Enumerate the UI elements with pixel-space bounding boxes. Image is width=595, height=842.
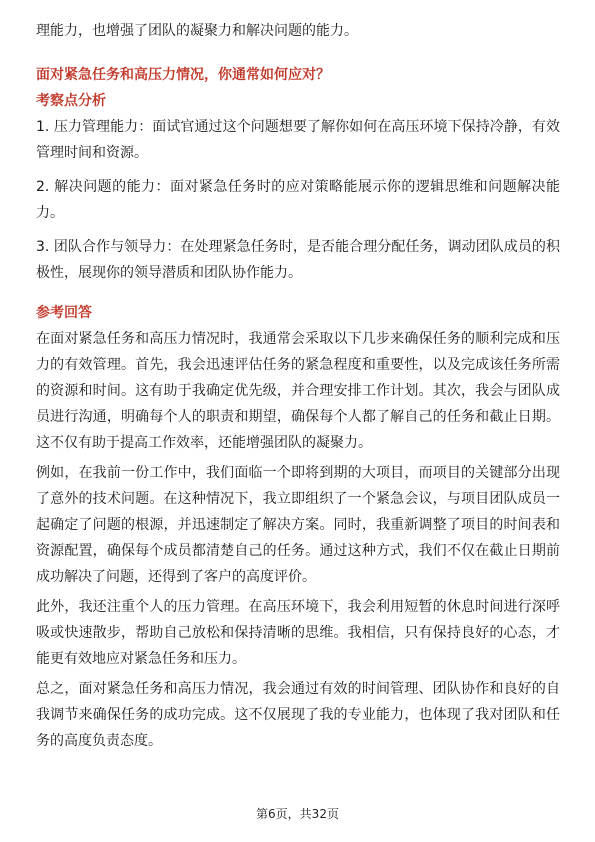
analysis-point: 3. 团队合作与领导力：在处理紧急任务时，是否能合理分配任务，调动团队成员的积极性，展现你的领导潜质和团队协作能力。 — [36, 239, 560, 281]
answer-paragraph: 例如，在我前一份工作中，我们面临一个即将到期的大项目，而项目的关键部分出现了意外的技术问题。在这种情况下，我立即组织了一个紧急会议，与项目团队成员一起确定了问题的根源，并迅速制定了解决方案。同时，我重新调整了项目的时间表和资源配置，确保每个成员都清楚自己的任务。通过这种方式，我们不仅在截止日期前成功解决了问题，还得到了客户的高度评价。 — [36, 465, 560, 585]
analysis-point: 1. 压力管理能力：面试官通过这个问题想要了解你如何在高压环境下保持冷静，有效管理时间和资源。 — [36, 119, 560, 161]
answer-heading: 参考回答 — [36, 305, 92, 321]
document-page — [36, 18, 560, 758]
answer-paragraph: 在面对紧急任务和高压力情况时，我通常会采取以下几步来确保任务的顺利完成和压力的有效管理。首先，我会迅速评估任务的紧急程度和重要性，以及完成该任务所需的资源和时间。这有助于我确定优先级，并合理安排工作计划。其次，我会与团队成员进行沟通，明确每个人的职责和期望，确保每个人都了解自己的任务和截止日期。这不仅有助于提高工作效率，还能增强团队的凝聚力。 — [36, 331, 560, 451]
analysis-heading: 考察点分析 — [36, 93, 106, 109]
answer-paragraph: 此外，我还注重个人的压力管理。在高压环境下，我会利用短暂的休息时间进行深呼吸或快速散步，帮助自己放松和保持清晰的思维。我相信，只有保持良好的心态，才能更有效地应对紧急任务和压力。 — [36, 599, 560, 667]
page-number: 第6页，共32页 — [256, 807, 339, 821]
interview-question: 面对紧急任务和高压力情况，你通常如何应对？ — [36, 67, 330, 83]
previous-answer-tail: 理能力，也增强了团队的凝聚力和解决问题的能力。 — [36, 23, 358, 39]
answer-paragraph: 总之，面对紧急任务和高压力情况，我会通过有效的时间管理、团队协作和良好的自我调节来确保任务的成功完成。这不仅展现了我的专业能力，也体现了我对团队和任务的高度负责态度。 — [36, 681, 560, 749]
analysis-point: 2. 解决问题的能力：面对紧急任务时的应对策略能展示你的逻辑思维和问题解决能力。 — [36, 179, 560, 221]
